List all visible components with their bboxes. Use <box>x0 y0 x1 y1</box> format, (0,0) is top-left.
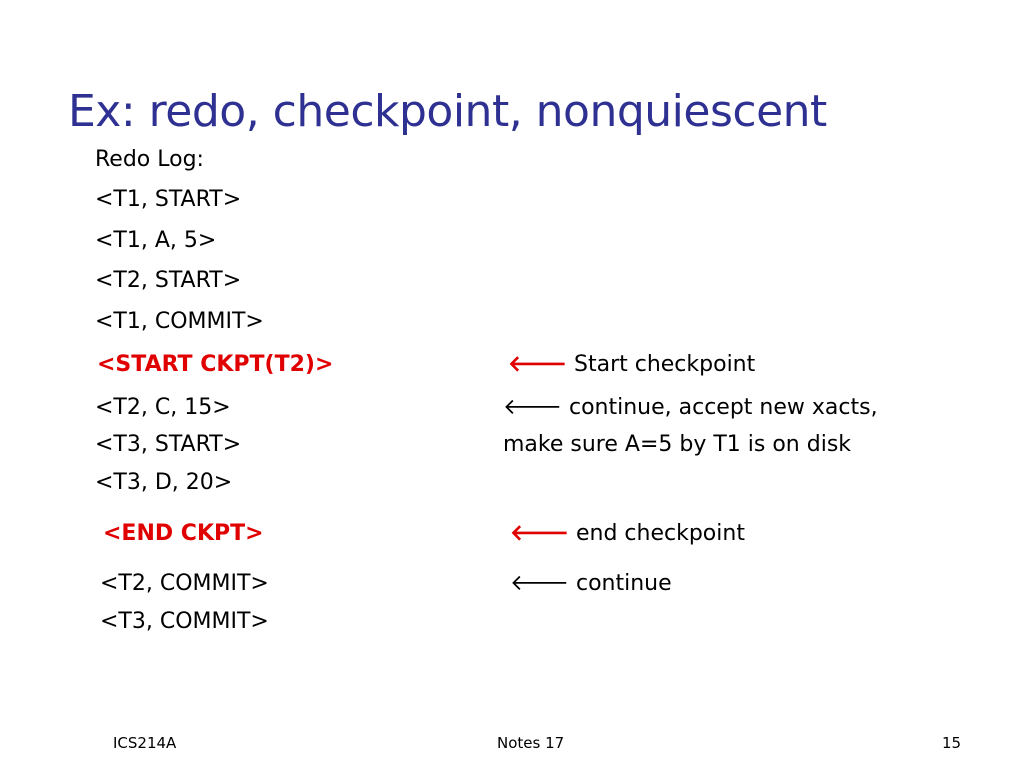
note-text: Start checkpoint <box>567 352 756 377</box>
footer-page-number: 15 <box>942 734 962 752</box>
note-text: end checkpoint <box>569 521 745 546</box>
log-entry: <T3, START> <box>95 432 242 457</box>
log-entry: <T3, D, 20> <box>95 470 233 495</box>
log-heading: Redo Log: <box>95 147 204 172</box>
log-entry: <T1, COMMIT> <box>95 309 264 334</box>
note-text: continue, accept new xacts, <box>562 395 878 420</box>
footer-course: ICS214A <box>113 734 177 752</box>
end-checkpoint-entry: <END CKPT> <box>103 521 264 546</box>
log-entry: <T2, COMMIT> <box>100 571 269 596</box>
log-entry: <T2, START> <box>95 268 242 293</box>
left-arrow-icon: 🡐 <box>503 395 562 420</box>
log-entry: <T1, A, 5> <box>95 228 217 253</box>
final-continue-note <box>510 569 672 599</box>
slide-title: Ex: redo, checkpoint, nonquiescent <box>68 86 827 137</box>
log-entry: <T3, COMMIT> <box>100 609 269 634</box>
log-entry: <T1, START> <box>95 187 242 212</box>
end-checkpoint-note <box>510 519 745 549</box>
start-checkpoint-entry: <START CKPT(T2)> <box>97 352 334 377</box>
log-entry: <T2, C, 15> <box>95 395 231 420</box>
continue-note <box>503 393 878 423</box>
left-arrow-icon: 🡐 <box>508 352 567 377</box>
start-checkpoint-note <box>508 350 755 380</box>
continue-note-line2: make sure A=5 by T1 is on disk <box>503 432 852 457</box>
note-text: continue <box>569 571 672 596</box>
left-arrow-icon: 🡐 <box>510 521 569 546</box>
left-arrow-icon: 🡐 <box>510 571 569 596</box>
footer-notes: Notes 17 <box>497 734 565 752</box>
